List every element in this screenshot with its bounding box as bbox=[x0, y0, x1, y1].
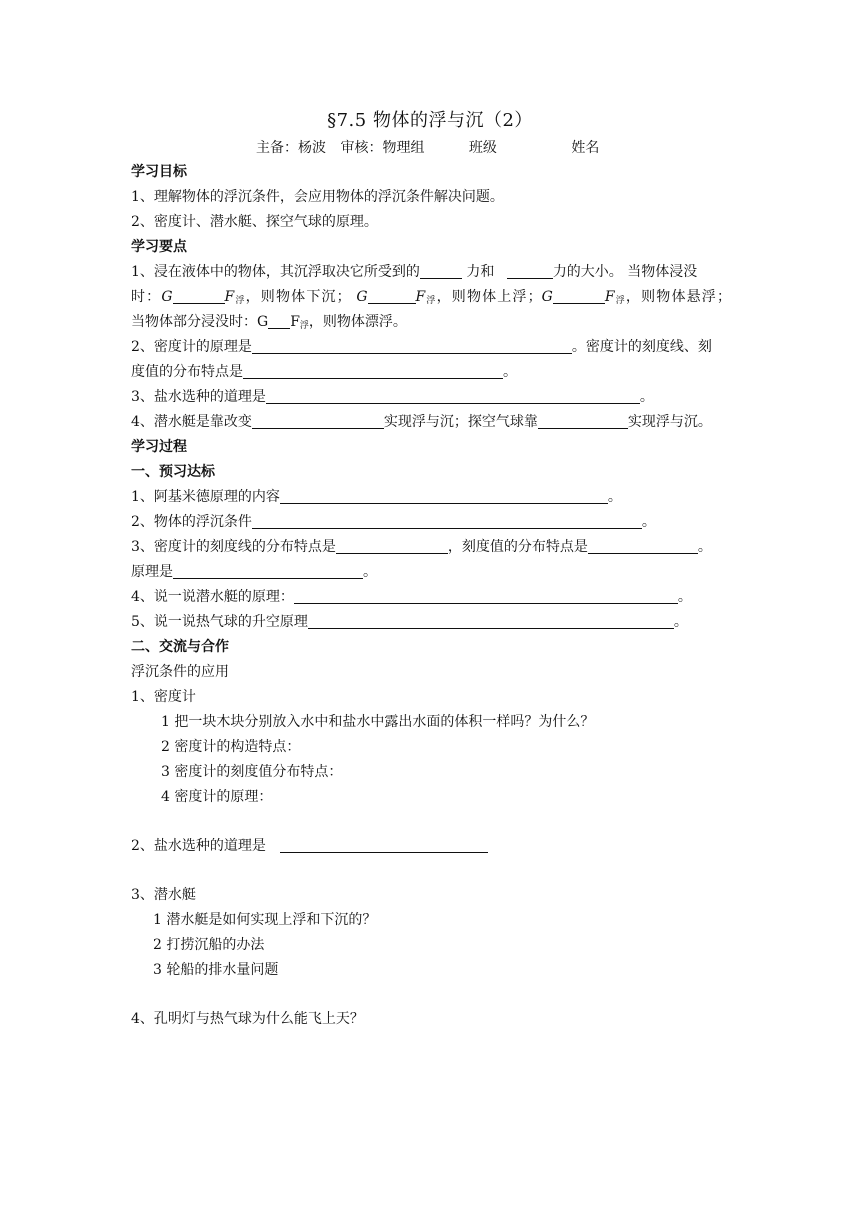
submarine-heading: 3、潜水艇 bbox=[131, 887, 196, 903]
point-1-line-1: 1、浸在液体中的物体，其沉浮取决它所受到的 力和 力的大小。 当物体浸没 bbox=[131, 264, 698, 280]
fill-blank[interactable] bbox=[368, 289, 416, 304]
author: 主备：杨波 bbox=[256, 140, 326, 156]
fill-blank[interactable] bbox=[280, 838, 488, 853]
point-2-line-1: 2、密度计的原理是 。密度计的刻度线、刻 bbox=[131, 339, 712, 355]
class-label: 班级 bbox=[468, 140, 497, 156]
submarine-item: 3 轮船的排水量问题 bbox=[153, 962, 279, 978]
question-2: 2、物体的浮沉条件 。 bbox=[131, 514, 656, 530]
question-1: 1、阿基米德原理的内容 。 bbox=[131, 489, 622, 505]
fill-blank[interactable] bbox=[252, 339, 572, 354]
name-label: 姓名 bbox=[571, 140, 600, 156]
fill-blank[interactable] bbox=[308, 614, 674, 629]
question-5: 5、说一说热气球的升空原理 。 bbox=[131, 614, 688, 630]
point-1-line-3: 当物体部分浸没时：G $F_浮$，则物体漂浮。 bbox=[131, 314, 407, 331]
fill-blank[interactable] bbox=[280, 489, 608, 504]
hydrometer-item: 3 密度计的刻度值分布特点： bbox=[161, 764, 343, 780]
lantern-question: 4、孔明灯与热气球为什么能飞上天？ bbox=[131, 1011, 364, 1027]
fill-blank[interactable] bbox=[252, 414, 384, 429]
page-title: §7.5 物体的浮与沉（2） bbox=[327, 110, 533, 131]
point-4: 4、潜水艇是靠改变 实现浮与沉；探空气球靠 实现浮与沉。 bbox=[131, 414, 712, 430]
reviewer: 审核：物理组 bbox=[340, 140, 425, 156]
fill-blank[interactable] bbox=[173, 564, 363, 579]
fill-blank[interactable] bbox=[266, 389, 640, 404]
fill-blank[interactable] bbox=[588, 539, 698, 554]
goals-heading: 学习目标 bbox=[131, 164, 187, 180]
hydrometer-heading: 1、密度计 bbox=[131, 689, 196, 705]
application-title: 浮沉条件的应用 bbox=[131, 664, 229, 680]
exchange-heading: 二、交流与合作 bbox=[131, 639, 229, 655]
preview-heading: 一、预习达标 bbox=[131, 464, 215, 480]
hydrometer-item: 2 密度计的构造特点： bbox=[161, 739, 301, 755]
point-3: 3、盐水选种的道理是 。 bbox=[131, 389, 654, 405]
brine-selection: 2、盐水选种的道理是 bbox=[131, 834, 731, 859]
fill-blank[interactable] bbox=[420, 264, 462, 279]
process-heading: 学习过程 bbox=[131, 439, 187, 455]
hydrometer-item: 4 密度计的原理： bbox=[161, 789, 273, 805]
document-meta bbox=[256, 137, 609, 157]
goal-item: 1、理解物体的浮沉条件，会应用物体的浮沉条件解决问题。 bbox=[131, 189, 504, 205]
submarine-item: 1 潜水艇是如何实现上浮和下沉的？ bbox=[153, 912, 377, 928]
fill-blank[interactable] bbox=[268, 314, 290, 329]
fill-blank[interactable] bbox=[538, 414, 628, 429]
fill-blank[interactable] bbox=[173, 289, 225, 304]
point-1-line-2: 时：G $F_浮$，则物体下沉； G $F_浮$，则物体上浮；G $F_浮$，则物体悬浮； bbox=[131, 289, 731, 306]
document-body bbox=[131, 160, 731, 1032]
question-3-line-2: 原理是 。 bbox=[131, 564, 377, 580]
fill-blank[interactable] bbox=[507, 264, 553, 279]
fill-blank[interactable] bbox=[553, 289, 605, 304]
fill-blank[interactable] bbox=[294, 589, 678, 604]
fill-blank[interactable] bbox=[252, 514, 642, 529]
goal-item: 2、密度计、潜水艇、探空气球的原理。 bbox=[131, 214, 378, 230]
fill-blank[interactable] bbox=[336, 539, 448, 554]
submarine-item: 2 打捞沉船的办法 bbox=[153, 937, 265, 953]
point-2-line-2: 度值的分布特点是 。 bbox=[131, 364, 517, 380]
question-4: 4、说一说潜水艇的原理： 。 bbox=[131, 589, 692, 605]
question-3-line-1: 3、密度计的刻度线的分布特点是 ，刻度值的分布特点是 。 bbox=[131, 539, 712, 555]
points-heading: 学习要点 bbox=[131, 239, 187, 255]
fill-blank[interactable] bbox=[243, 364, 503, 379]
hydrometer-item: 1 把一块木块分别放入水中和盐水中露出水面的体积一样吗？为什么？ bbox=[161, 714, 595, 730]
